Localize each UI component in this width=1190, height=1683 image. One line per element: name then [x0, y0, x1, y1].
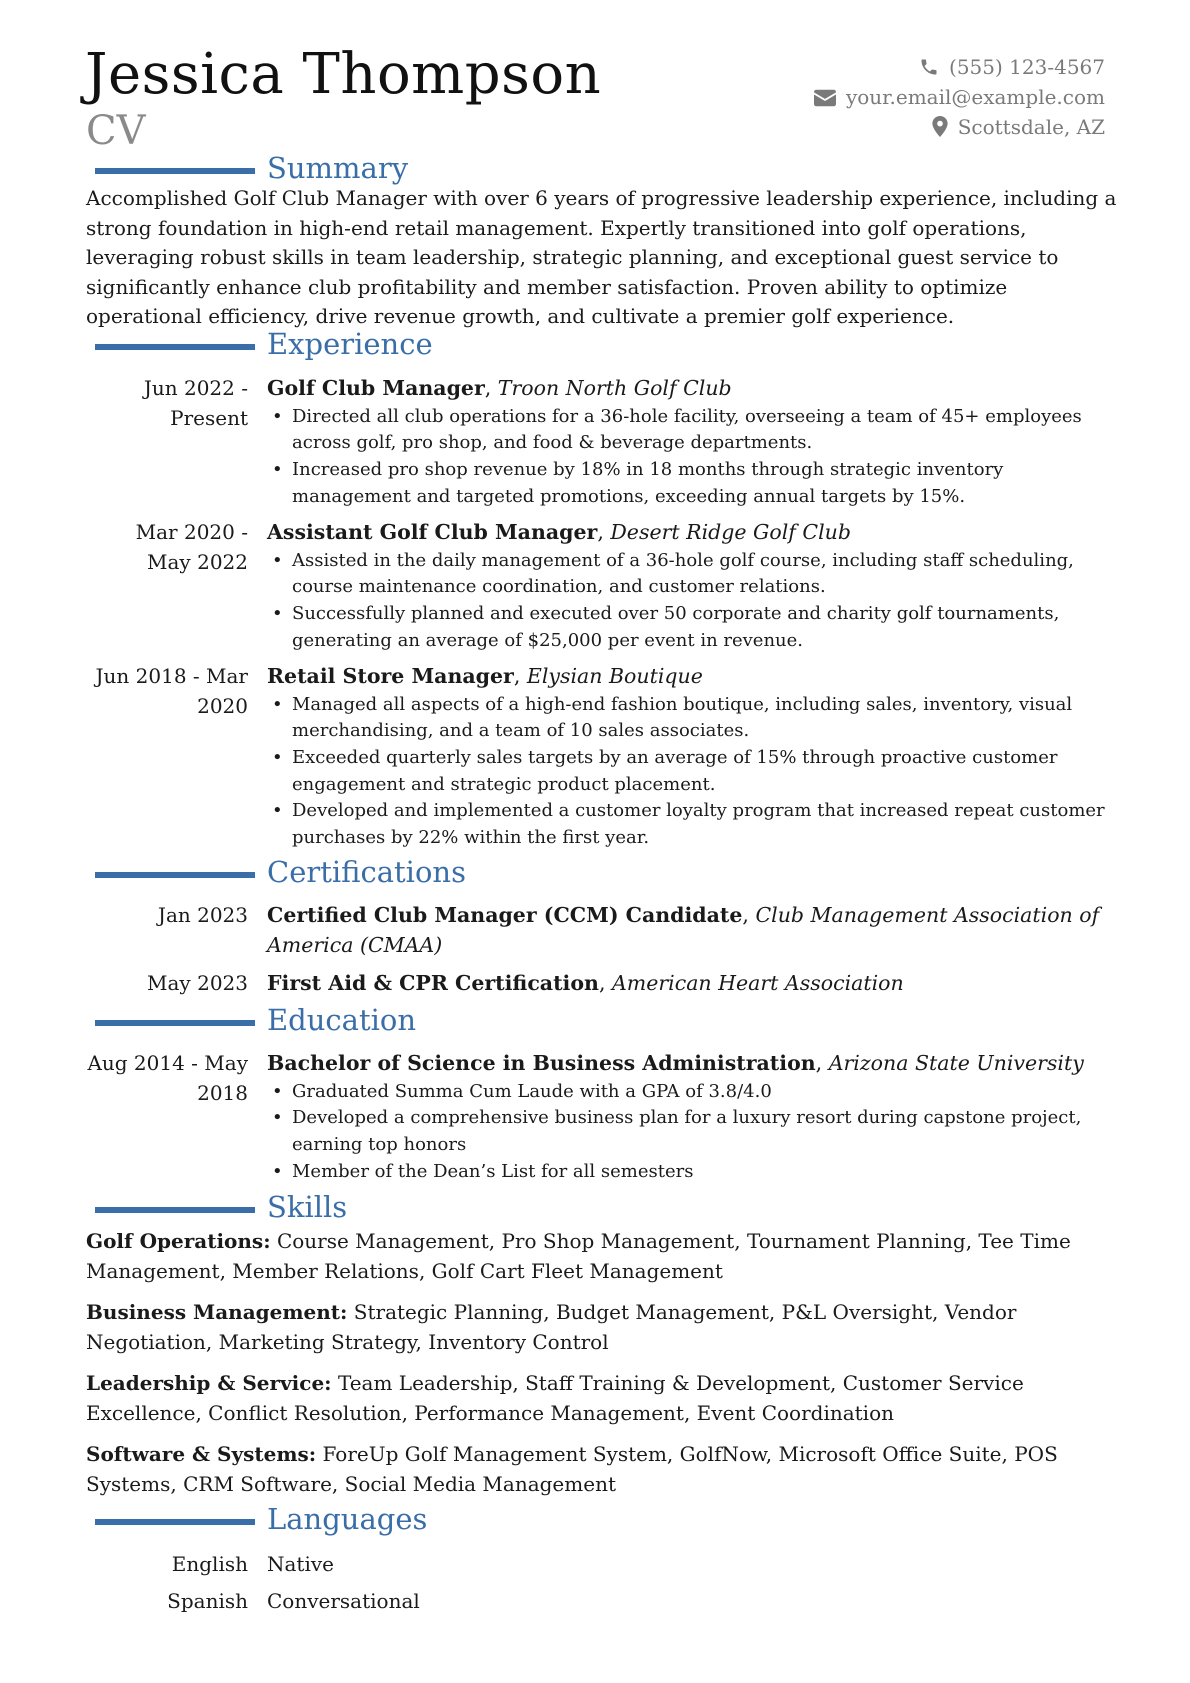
entry-date: Jan 2023: [157, 903, 248, 927]
section-title: Certifications: [267, 855, 466, 889]
section-bar: [95, 344, 255, 350]
entry-headline: Retail Store Manager, Elysian Boutique: [267, 664, 703, 688]
entry-headline: Certified Club Manager (CCM) Candidate, Club Management Association of America (CMAA): [267, 903, 1100, 957]
entry-org: Elysian Boutique: [526, 664, 703, 688]
entry-body: [267, 1049, 1117, 1185]
entry-headline: Golf Club Manager, Troon North Golf Club: [267, 376, 732, 400]
entry-date: Mar 2020 - May 2022: [135, 520, 248, 574]
skill-items: Strategic Planning, Budget Management, P&L Oversight, Vendor Negotiation, Marketing Strategy, Inventory Control: [86, 1300, 1017, 1354]
contact-block: [814, 52, 1105, 142]
section-title: Education: [267, 1003, 417, 1037]
entry-date: Jun 2022 - Present: [143, 376, 248, 430]
list-item: • Developed a comprehensive business plan for a luxury resort during capstone project, earning top honors: [267, 1105, 1117, 1158]
section-title: Skills: [267, 1190, 348, 1224]
section-bar: [95, 1519, 255, 1525]
list-item: • Exceeded quarterly sales targets by an average of 15% through proactive customer engagement and strategic product placement.: [267, 745, 1117, 798]
entry-headline: First Aid & CPR Certification, American Heart Association: [267, 971, 904, 995]
entry-date: Jun 2018 - Mar 2020: [95, 664, 248, 718]
language-name: English: [171, 1552, 248, 1576]
contact-phone: [814, 52, 1105, 82]
skill-label: Software & Systems:: [86, 1442, 317, 1466]
entry-bullets: [267, 404, 1117, 511]
section-title: Experience: [267, 327, 433, 361]
contact-email[interactable]: [814, 82, 1105, 112]
summary-text: Accomplished Golf Club Manager with over 6 years of progressive leadership experience, including a strong foundation in high-end retail management. Expertly transitioned into golf operations, leveraging robust skills in team leadership, strategic planning, and exceptional guest service to significantly enhance club profitability and member satisfaction. Proven ability to optimize operational efficiency, drive revenue growth, and cultivate a premier golf experience.: [86, 186, 1117, 329]
phone-text: (555) 123-4567: [949, 55, 1105, 79]
list-item: • Directed all club operations for a 36-hole facility, overseeing a team of 45+ employees across golf, pro shop, and food & beverage departments.: [267, 404, 1117, 457]
section-title: Languages: [267, 1502, 428, 1536]
list-item: • Assisted in the daily management of a 36-hole golf course, including staff scheduling, course maintenance coordination, and customer relations.: [267, 548, 1117, 601]
skill-label: Leadership & Service:: [86, 1371, 332, 1395]
list-item: • Increased pro shop revenue by 18% in 18 months through strategic inventory management and targeted promotions, exceeding annual targets by 15%.: [267, 457, 1117, 510]
entry-org: Desert Ridge Golf Club: [610, 520, 851, 544]
entry-org: Troon North Golf Club: [497, 376, 732, 400]
skill-group: [86, 1369, 1121, 1428]
entry-headline: Assistant Golf Club Manager, Desert Ridge Golf Club: [267, 520, 851, 544]
list-item: • Member of the Dean’s List for all semesters: [267, 1159, 1117, 1186]
certification-name: Certified Club Manager (CCM) Candidate: [267, 903, 743, 927]
skill-items: ForeUp Golf Management System, GolfNow, Microsoft Office Suite, POS Systems, CRM Software, Social Media Management: [86, 1442, 1058, 1496]
skill-group: [86, 1298, 1121, 1357]
document-subtitle: CV: [86, 108, 146, 154]
location-text: Scottsdale, AZ: [957, 115, 1105, 139]
envelope-icon: [814, 89, 836, 107]
entry-bullets: [267, 1079, 1117, 1186]
language-level: Conversational: [267, 1589, 420, 1613]
entry-bullets: [267, 548, 1117, 655]
entry-date: May 2023: [147, 971, 248, 995]
entry-role: Retail Store Manager: [267, 664, 514, 688]
entry-date: Aug 2014 - May 2018: [87, 1051, 248, 1105]
list-item: • Graduated Summa Cum Laude with a GPA of 3.8/4.0: [267, 1079, 1117, 1106]
skill-group: [86, 1440, 1121, 1499]
entry-org: Arizona State University: [828, 1051, 1084, 1075]
certification-name: First Aid & CPR Certification: [267, 971, 599, 995]
skill-label: Business Management:: [86, 1300, 348, 1324]
entry-role: Assistant Golf Club Manager: [267, 520, 598, 544]
list-item: • Managed all aspects of a high-end fashion boutique, including sales, inventory, visual merchandising, and a team of 10 sales associates.: [267, 692, 1117, 745]
entry-body: [267, 374, 1117, 510]
entry-role: Golf Club Manager: [267, 376, 485, 400]
map-marker-icon: [932, 116, 948, 137]
section-title: Summary: [267, 151, 409, 185]
entry-org: American Heart Association: [611, 971, 904, 995]
entry-org: Club Management Association of America (CMAA): [267, 903, 1100, 957]
entry-degree: Bachelor of Science in Business Administration: [267, 1051, 816, 1075]
section-bar: [95, 168, 255, 174]
entry-body: [267, 969, 1117, 999]
email-text[interactable]: your.email@example.com: [845, 85, 1105, 109]
skill-items: Course Management, Pro Shop Management, Tournament Planning, Tee Time Management, Member Relations, Golf Cart Fleet Management: [86, 1229, 1071, 1283]
skill-label: Golf Operations:: [86, 1229, 271, 1253]
phone-icon: [919, 57, 939, 77]
list-item: • Developed and implemented a customer loyalty program that increased repeat customer purchases by 22% within the first year.: [267, 798, 1117, 851]
entry-body: [267, 901, 1117, 960]
language-level: Native: [267, 1552, 334, 1576]
entry-bullets: [267, 692, 1117, 852]
entry-headline: Bachelor of Science in Business Administration, Arizona State University: [267, 1051, 1084, 1075]
skill-group: [86, 1227, 1121, 1286]
entry-body: [267, 662, 1117, 852]
list-item: • Successfully planned and executed over 50 corporate and charity golf tournaments, generating an average of $25,000 per event in revenue.: [267, 601, 1117, 654]
entry-body: [267, 518, 1117, 654]
section-bar: [95, 872, 255, 878]
person-name: Jessica Thompson: [85, 42, 602, 107]
language-name: Spanish: [167, 1589, 248, 1613]
section-bar: [95, 1020, 255, 1026]
skill-items: Team Leadership, Staff Training & Development, Customer Service Excellence, Conflict Resolution, Performance Management, Event Coordination: [86, 1371, 1024, 1425]
contact-location: [814, 112, 1105, 142]
section-bar: [95, 1207, 255, 1213]
